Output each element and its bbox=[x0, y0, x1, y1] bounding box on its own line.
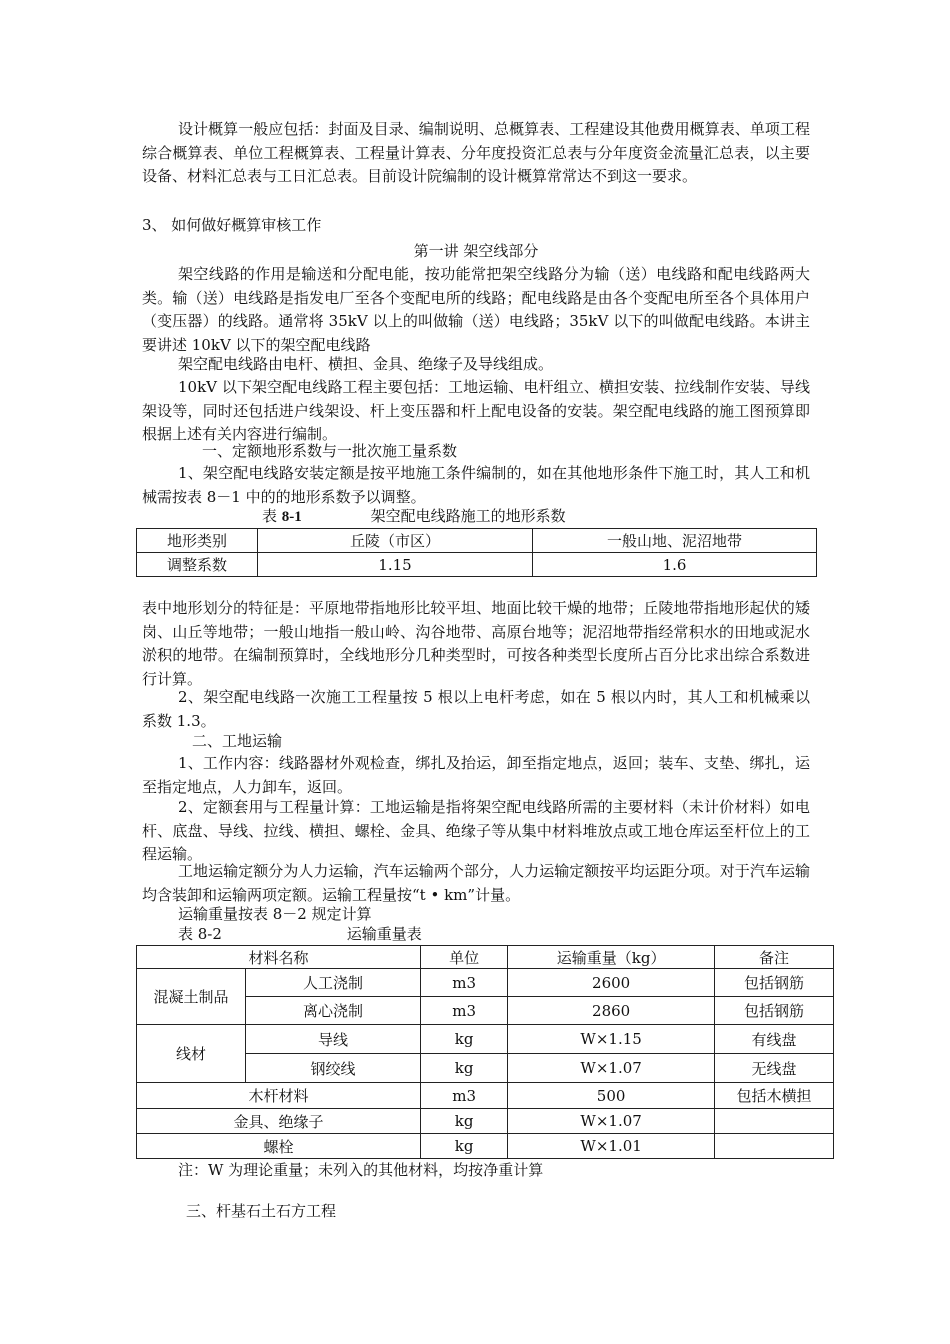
section-heading-3: 三、杆基石土石方工程 bbox=[186, 1202, 337, 1220]
table2-cell: 500 bbox=[508, 1083, 715, 1109]
table2-cell: kg bbox=[421, 1054, 508, 1083]
table1-header-cell: 一般山地、泥沼地带 bbox=[533, 529, 817, 553]
table2-cell: m3 bbox=[421, 1083, 508, 1109]
section-heading-1: 一、定额地形系数与一批次施工量系数 bbox=[202, 442, 458, 460]
table2-cell: 螺栓 bbox=[137, 1134, 421, 1159]
table2-cell: kg bbox=[421, 1109, 508, 1134]
terrain-coefficient-table bbox=[136, 528, 817, 577]
table2-cell: 导线 bbox=[246, 1025, 421, 1054]
table2-cell bbox=[715, 1134, 834, 1159]
lecture-title: 第一讲 架空线部分 bbox=[413, 242, 539, 260]
table2-cell: 包括钢筋 bbox=[715, 969, 834, 997]
table2-header-cell: 材料名称 bbox=[137, 946, 421, 969]
table2-cell: 钢绞线 bbox=[246, 1054, 421, 1083]
paragraph-overhead-lines: 架空线路的作用是输送和分配电能，按功能常把架空线路分为输（送）电线路和配电线路两大类。输（送）电线路是指发电厂至各个变配电所的线路；配电线路是由各个变配电所至各个具体用户（变压器）的线路。通常将 35kV 以上的叫做输（送）电线路；35kV 以下的叫做配电线路。本讲主要讲述 10kV 以下的架空配电线路 bbox=[142, 265, 810, 354]
table2-cell: m3 bbox=[421, 997, 508, 1025]
paragraph-transport-quota: 工地运输定额分为人力运输，汽车运输两个部分，人力运输定额按平均运距分项。对于汽车运输均含装卸和运输两项定额。运输工程量按“t • km”计量。 bbox=[142, 862, 810, 904]
paragraph-terrain: 1、架空配电线路安装定额是按平地施工条件编制的，如在其他地形条件下施工时，其人工和机械需按表 8－1 中的的地形系数予以调整。 bbox=[142, 464, 810, 506]
table2-note: 注：W 为理论重量；未列入的其他材料，均按净重计算 bbox=[178, 1161, 544, 1179]
transport-weight-table bbox=[136, 945, 834, 1159]
table1-number: 8-1 bbox=[281, 509, 302, 525]
table2-title: 运输重量表 bbox=[346, 925, 422, 943]
paragraph-transport-weight: 运输重量按表 8－2 规定计算 bbox=[178, 905, 372, 923]
paragraph-terrain-features: 表中地形划分的特征是：平原地带指地形比较平坦、地面比较干燥的地带；丘陵地带指地形起伏的矮岗、山丘等地带；一般山地指一般山岭、沟谷地带、高原台地等；泥沼地带指经常积水的田地或泥水淤积的地带。在编制预算时，全线地形分几种类型时，可按各种类型长度所占百分比求出综合系数进行计算。 bbox=[142, 599, 810, 688]
paragraph-design-estimate: 设计概算一般应包括：封面及目录、编制说明、总概算表、工程建设其他费用概算表、单项工程综合概算表、单位工程概算表、工程量计算表、分年度投资汇总表与分年度资金流量汇总表，以主要设备、材料汇总表与工日汇总表。目前设计院编制的设计概算常常达不到这一要求。 bbox=[142, 120, 810, 185]
table2-cell: 有线盘 bbox=[715, 1025, 834, 1054]
paragraph-one-time: 2、架空配电线路一次施工工程量按 5 根以上电杆考虑，如在 5 根以内时，其人工和机械乘以系数 1.3。 bbox=[142, 688, 810, 730]
table1-cell: 1.15 bbox=[258, 553, 533, 577]
table2-header-cell: 单位 bbox=[421, 946, 508, 969]
table2-cell: 包括钢筋 bbox=[715, 997, 834, 1025]
section-heading-2: 二、工地运输 bbox=[192, 732, 283, 750]
table2-cell: kg bbox=[421, 1025, 508, 1054]
table2-cell: 木杆材料 bbox=[137, 1083, 421, 1109]
table1-cell: 1.6 bbox=[533, 553, 817, 577]
table2-group-cell: 混凝土制品 bbox=[137, 969, 246, 1025]
heading-audit: 3、 如何做好概算审核工作 bbox=[142, 216, 322, 234]
table2-group-cell: 线材 bbox=[137, 1025, 246, 1083]
table2-cell: 金具、绝缘子 bbox=[137, 1109, 421, 1134]
table2-cell: 无线盘 bbox=[715, 1054, 834, 1083]
table1-cell: 调整系数 bbox=[137, 553, 258, 577]
table2-cell: 2860 bbox=[508, 997, 715, 1025]
table2-cell: 人工浇制 bbox=[246, 969, 421, 997]
paragraph-components: 架空配电线路由电杆、横担、金具、绝缘子及导线组成。 bbox=[178, 355, 554, 373]
paragraph-quota-usage: 2、定额套用与工程量计算：工地运输是指将架空配电线路所需的主要材料（未计价材料）如电杆、底盘、导线、拉线、横担、螺栓、金具、绝缘子等从集中材料堆放点或工地仓库运至杆位上的工程运输。 bbox=[142, 798, 810, 863]
table2-caption bbox=[178, 924, 422, 944]
table2-cell: W×1.07 bbox=[508, 1054, 715, 1083]
table2-cell: W×1.15 bbox=[508, 1025, 715, 1054]
table2-cell: W×1.01 bbox=[508, 1134, 715, 1159]
table2-cell: kg bbox=[421, 1134, 508, 1159]
table1-header-cell: 地形类别 bbox=[137, 529, 258, 553]
table2-cell: 包括木横担 bbox=[715, 1083, 834, 1109]
paragraph-scope: 10kV 以下架空配电线路工程主要包括：工地运输、电杆组立、横担安装、拉线制作安装、导线架设等，同时还包括进户线架设、杆上变压器和杆上配电设备的安装。架空配电线路的施工图预算即根据上述有关内容进行编制。 bbox=[142, 378, 810, 443]
paragraph-work-content: 1、工作内容：线路器材外观检查，绑扎及抬运，卸至指定地点，返回；装车、支垫、绑扎，运至指定地点，人力卸车，返回。 bbox=[142, 754, 810, 796]
table2-cell: 2600 bbox=[508, 969, 715, 997]
table2-cell: W×1.07 bbox=[508, 1109, 715, 1134]
table1-header-cell: 丘陵（市区） bbox=[258, 529, 533, 553]
table1-label: 表 bbox=[262, 507, 278, 525]
table2-cell bbox=[715, 1109, 834, 1134]
table2-cell: m3 bbox=[421, 969, 508, 997]
table2-header-cell: 备注 bbox=[715, 946, 834, 969]
table2-header-cell: 运输重量（kg） bbox=[508, 946, 715, 969]
table1-title: 架空配电线路施工的地形系数 bbox=[370, 507, 566, 525]
table1-caption bbox=[262, 506, 566, 527]
table2-label: 表 8-2 bbox=[178, 925, 222, 943]
table2-cell: 离心浇制 bbox=[246, 997, 421, 1025]
